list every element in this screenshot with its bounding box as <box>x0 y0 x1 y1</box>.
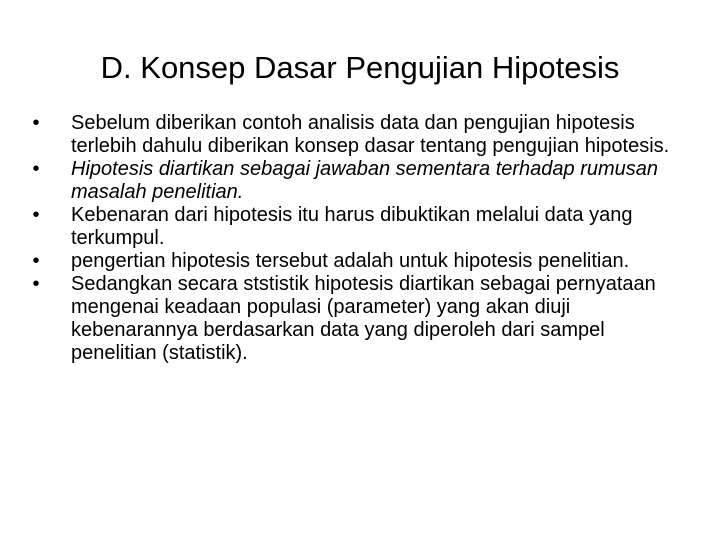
bullet-dot-icon: • <box>32 250 40 272</box>
bullet-text: Hipotesis diartikan sebagai jawaban sementara terhadap rumusan masalah penelitian. <box>71 158 659 203</box>
bullet-item <box>30 112 694 158</box>
bullet-item <box>30 250 694 273</box>
bullet-dot-icon: • <box>32 158 40 180</box>
bullet-text: pengertian hipotesis tersebut adalah untuk hipotesis penelitian. <box>71 250 630 272</box>
bullet-text: Kebenaran dari hipotesis itu harus dibuktikan melalui data yang terkumpul. <box>71 204 633 249</box>
bullet-list <box>30 112 694 365</box>
bullet-dot-icon: • <box>32 204 40 226</box>
bullet-text: Sebelum diberikan contoh analisis data dan pengujian hipotesis terlebih dahulu diberikan konsep dasar tentang pengujian hipotesis. <box>71 112 670 157</box>
bullet-text: Sedangkan secara ststistik hipotesis diartikan sebagai pernyataan mengenai keadaan populasi (parameter) yang akan diuji kebenarannya berdasarkan data yang diperoleh dari sampel penelitian (statistik). <box>71 273 656 364</box>
bullet-dot-icon: • <box>32 273 40 295</box>
bullet-item <box>30 273 694 365</box>
bullet-item <box>30 204 694 250</box>
bullet-item <box>30 158 694 204</box>
bullet-dot-icon: • <box>32 112 40 134</box>
slide-title: D. Konsep Dasar Pengujian Hipotesis <box>100 50 620 85</box>
